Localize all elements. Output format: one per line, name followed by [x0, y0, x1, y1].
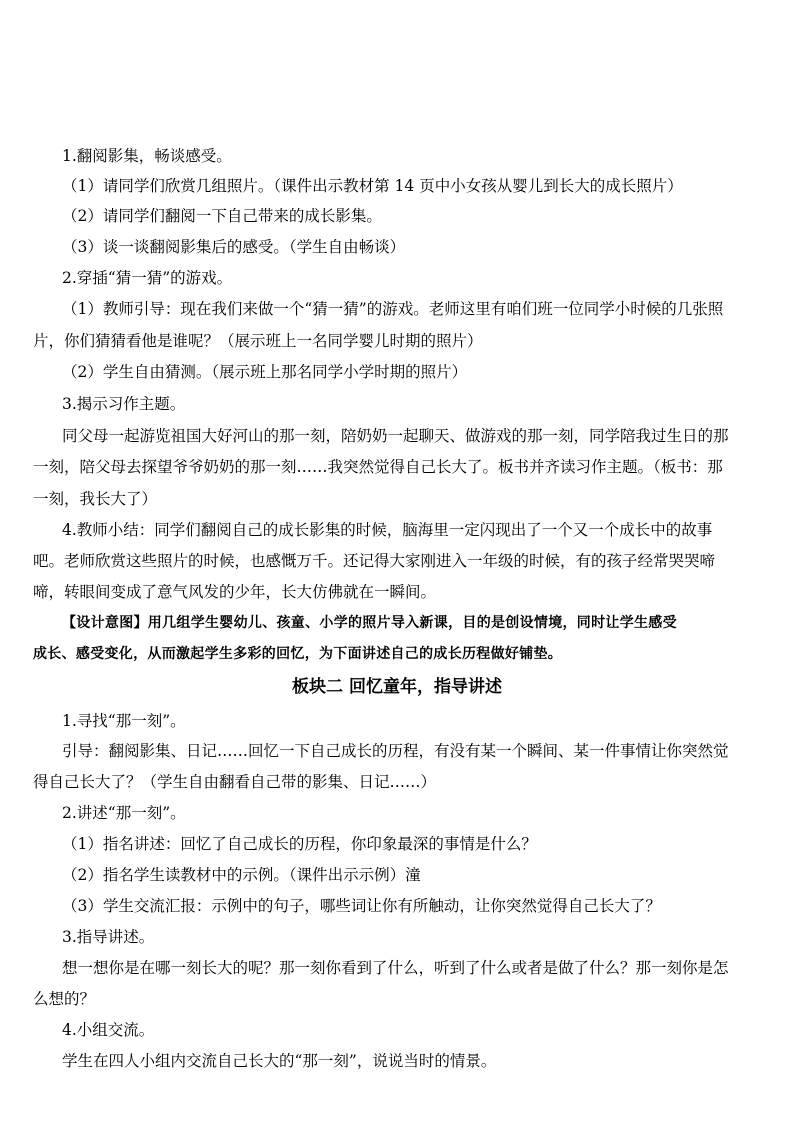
paragraph-line: 一刻，我长大了）	[33, 490, 158, 508]
item-heading-1: 1.寻找“那一刻”。	[62, 712, 186, 730]
item-heading-1: 1.翻阅影集，畅谈感受。	[62, 147, 232, 165]
paragraph-line: 学生在四人小组内交流自己长大的“那一刻”，说说当时的情景。	[62, 1052, 497, 1070]
section-heading: 板块二 回忆童年，指导讲述	[292, 677, 502, 697]
paragraph-line: （1）教师引导：现在我们来做一个“猜一猜”的游戏。老师这里有咱们班一位同学小时候的几张照	[62, 300, 724, 318]
paragraph-line: （3）学生交流汇报：示例中的句子，哪些词让你有所触动，让你突然觉得自己长大了？	[62, 897, 661, 915]
paragraph-line: （2）学生自由猜测。（展示班上那名同学小学时期的照片）	[62, 363, 468, 381]
paragraph-line: 吧。老师欣赏这些照片的时候，也感慨万千。还记得大家刚进入一年级的时候，有的孩子经常哭哭啼	[33, 552, 716, 570]
item-heading-2: 2.讲述“那一刻”。	[62, 804, 186, 822]
design-intent-line: 【设计意图】用几组学生婴幼儿、孩童、小学的照片导入新课，目的是创设情境，同时让学生感受	[62, 615, 677, 631]
paragraph-line: （1）指名讲述：回忆了自己成长的历程，你印象最深的事情是什么？	[62, 835, 537, 853]
paragraph-line: 得自己长大了？（学生自由翻看自己带的影集、日记……）	[33, 773, 437, 791]
paragraph-line: （3）谈一谈翻阅影集后的感受。（学生自由畅谈）	[62, 238, 406, 256]
paragraph-line: 片，你们猜猜看他是谁呢？（展示班上一名同学婴儿时期的照片）	[33, 332, 483, 350]
design-intent-line: 成长、感受变化，从而激起学生多彩的回忆，为下面讲述自己的成长历程做好铺垫。	[33, 646, 563, 662]
paragraph-line: 么想的？	[33, 990, 96, 1008]
paragraph-line: （1）请同学们欣赏几组照片。（课件出示教材第 14 页中小女孩从婴儿到长大的成长照片）	[62, 177, 683, 195]
paragraph-line: （2）请同学们翻阅一下自己带来的成长影集。	[62, 207, 382, 225]
paragraph-line: 啼，转眼间变成了意气风发的少年，长大仿佛就在一瞬间。	[33, 583, 437, 601]
paragraph-line: 4.教师小结：同学们翻阅自己的成长影集的时候，脑海里一定闪现出了一个又一个成长中的故事	[62, 521, 713, 539]
item-heading-2: 2.穿插“猜一猜”的游戏。	[62, 269, 233, 287]
paragraph-line: 引导：翻阅影集、日记……回忆一下自己成长的历程，有没有某一个瞬间、某一件事情让你突然觉	[62, 742, 729, 760]
paragraph-line: 一刻，陪父母去探望爷爷奶奶的那一刻……我突然觉得自己长大了。板书并齐读习作主题。（板书：那	[33, 458, 723, 476]
item-heading-4: 4.小组交流。	[62, 1021, 155, 1039]
paragraph-line: （2）指名学生读教材中的示例。（课件出示示例）潼	[62, 866, 421, 884]
item-heading-3: 3.揭示习作主题。	[62, 395, 186, 413]
item-heading-3: 3.指导讲述。	[62, 928, 155, 946]
paragraph-line: 想一想你是在哪一刻长大的呢？那一刻你看到了什么，听到了什么或者是做了什么？那一刻你是怎	[62, 959, 729, 977]
paragraph-line: 同父母一起游览祖国大好河山的那一刻，陪奶奶一起聊天、做游戏的那一刻，同学陪我过生日的那	[62, 427, 729, 445]
